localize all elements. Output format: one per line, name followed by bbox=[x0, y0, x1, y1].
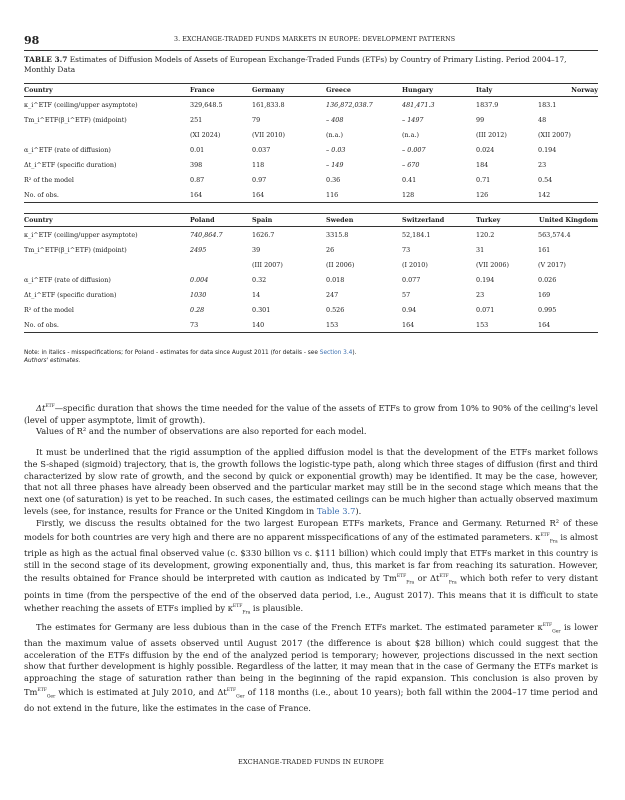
table-cell: 31 bbox=[476, 245, 485, 254]
table-cell: – 670 bbox=[402, 160, 420, 169]
row-label: κ_i^ETF (ceiling/upper asymptote) bbox=[24, 230, 138, 239]
table-cell: 136,872,038.7 bbox=[326, 100, 373, 109]
running-title: 3. EXCHANGE-TRADED FUNDS MARKETS IN EUROPE: DEVELOPMENT PATTERNS bbox=[174, 36, 456, 43]
table-cell: 126 bbox=[476, 187, 538, 203]
table-caption bbox=[24, 55, 598, 75]
column-header: Germany bbox=[252, 84, 326, 97]
table-cell: 0.024 bbox=[476, 145, 495, 154]
column-header: Poland bbox=[190, 214, 252, 227]
table-row bbox=[24, 242, 598, 257]
table-cell: – 0.007 bbox=[402, 145, 426, 154]
table-cell: 39 bbox=[252, 245, 261, 254]
table-cell: 2495 bbox=[190, 245, 207, 254]
table-label: TABLE 3.7 bbox=[24, 55, 68, 64]
table-cell: – 149 bbox=[326, 160, 344, 169]
row-label bbox=[24, 127, 190, 142]
column-header: United Kingdom bbox=[538, 214, 598, 227]
table-cell: 0.32 bbox=[252, 275, 267, 284]
column-header: Spain bbox=[252, 214, 326, 227]
table-row bbox=[24, 227, 598, 243]
diffusion-table-1 bbox=[24, 83, 598, 203]
table-row bbox=[24, 272, 598, 287]
table-cell: 0.194 bbox=[476, 275, 495, 284]
table-cell bbox=[190, 257, 252, 272]
table-cell: 118 bbox=[252, 160, 265, 169]
note-text: Note: in italics - misspecifications; for Poland - estimates for data since August 2011 (for details - see bbox=[24, 350, 320, 356]
table-row bbox=[24, 112, 598, 127]
table-cell: 0.301 bbox=[252, 305, 271, 314]
table-cell: (XII 2007) bbox=[538, 130, 571, 139]
table-cell: 73 bbox=[402, 245, 411, 254]
row-label: No. of obs. bbox=[24, 187, 190, 203]
table-cell: 164 bbox=[252, 187, 326, 203]
table-cell: 0.94 bbox=[402, 305, 417, 314]
table-cell: 251 bbox=[190, 115, 203, 124]
table-cell: 3315.8 bbox=[326, 230, 349, 239]
table-cell: 164 bbox=[538, 317, 598, 333]
table-cell: 0.071 bbox=[476, 305, 495, 314]
table-cell: 52,184.1 bbox=[402, 230, 431, 239]
table-cell: 0.526 bbox=[326, 305, 345, 314]
table-cell: 0.54 bbox=[538, 175, 553, 184]
table-cell: (n.a.) bbox=[326, 130, 343, 139]
body-text-1 bbox=[24, 401, 598, 438]
table-row bbox=[24, 302, 598, 317]
paragraph-duration-def: $\Delta t^{ETF}—specific$ duration that shows the time needed for the value of the assets of ETFs to grow from 10% to 90% of the ceiling's level (level of upper asymptote, limit of growth). bbox=[24, 402, 598, 425]
table-cell: 0.36 bbox=[326, 175, 341, 184]
table-cell: 79 bbox=[252, 115, 261, 124]
table-cell: 128 bbox=[402, 187, 476, 203]
column-header: Country bbox=[24, 84, 190, 97]
column-header: Hungary bbox=[402, 84, 476, 97]
column-header: Switzerland bbox=[402, 214, 476, 227]
table-cell: 247 bbox=[326, 290, 339, 299]
table-row bbox=[24, 187, 598, 203]
table-cell: 23 bbox=[538, 160, 547, 169]
table-row bbox=[24, 287, 598, 302]
row-label: No. of obs. bbox=[24, 317, 190, 333]
table-cell: 142 bbox=[538, 187, 598, 203]
table-cell: 563,574.4 bbox=[538, 230, 571, 239]
table-cell: 73 bbox=[190, 317, 252, 333]
table-cell: (VII 2006) bbox=[476, 260, 509, 269]
row-label: Tm_i^ETF(β_i^ETF) (midpoint) bbox=[24, 115, 127, 124]
table-link[interactable]: Table 3.7 bbox=[316, 505, 356, 516]
table-cell: 161 bbox=[538, 245, 551, 254]
table-cell: 0.97 bbox=[252, 175, 267, 184]
table-cell: 153 bbox=[476, 317, 538, 333]
row-label: Tm_i^ETF(β_i^ETF) (midpoint) bbox=[24, 245, 127, 254]
table-cell: (III 2012) bbox=[476, 130, 507, 139]
table-cell: 116 bbox=[326, 187, 402, 203]
table-cell: 153 bbox=[326, 317, 402, 333]
table-cell: 0.004 bbox=[190, 275, 209, 284]
column-header: Italy bbox=[476, 84, 538, 97]
column-header: Country bbox=[24, 214, 190, 227]
table-cell: 0.41 bbox=[402, 175, 417, 184]
section-link[interactable]: Section 3.4 bbox=[319, 350, 353, 356]
table-cell: 26 bbox=[326, 245, 335, 254]
table-cell: 740,864.7 bbox=[190, 230, 223, 239]
table-cell: 48 bbox=[538, 115, 547, 124]
table-note bbox=[24, 349, 356, 365]
table-cell: – 0.03 bbox=[326, 145, 346, 154]
diffusion-table-2 bbox=[24, 213, 598, 333]
table-row bbox=[24, 127, 598, 142]
table-cell: (I 2010) bbox=[402, 260, 428, 269]
body-text-2 bbox=[24, 447, 598, 715]
table-cell: 0.018 bbox=[326, 275, 345, 284]
row-label: α_i^ETF (rate of diffusion) bbox=[24, 145, 111, 154]
column-header: Greece bbox=[326, 84, 402, 97]
note-text-end: ). bbox=[352, 350, 357, 356]
table-cell: 0.995 bbox=[538, 305, 557, 314]
table-cell: (XI 2024) bbox=[190, 130, 221, 139]
table-cell: 57 bbox=[402, 290, 411, 299]
row-label: Δt_i^ETF (specific duration) bbox=[24, 290, 117, 299]
page-header bbox=[24, 34, 598, 48]
table-cell: 0.194 bbox=[538, 145, 557, 154]
table-cell: 398 bbox=[190, 160, 203, 169]
table-cell: 169 bbox=[538, 290, 551, 299]
page-footer: EXCHANGE-TRADED FUNDS IN EUROPE bbox=[238, 758, 384, 766]
table-row bbox=[24, 317, 598, 333]
table-cell: 99 bbox=[476, 115, 485, 124]
table-cell: 120.2 bbox=[476, 230, 495, 239]
table-cell: (V 2017) bbox=[538, 260, 566, 269]
table-cell: 183.1 bbox=[538, 100, 557, 109]
table-row bbox=[24, 257, 598, 272]
table-cell: 23 bbox=[476, 290, 485, 299]
column-header: Turkey bbox=[476, 214, 538, 227]
table-cell: 1626.7 bbox=[252, 230, 275, 239]
table-cell: (VII 2010) bbox=[252, 130, 285, 139]
table-row bbox=[24, 142, 598, 157]
table-header-row bbox=[24, 214, 598, 227]
table-row bbox=[24, 172, 598, 187]
paragraph-r2: Values of R² and the number of observations are also reported for each model. bbox=[36, 426, 367, 437]
table-cell: 0.077 bbox=[402, 275, 421, 284]
page-number: 98 bbox=[24, 34, 40, 47]
table-cell: 184 bbox=[476, 160, 489, 169]
column-header: France bbox=[190, 84, 252, 97]
table-caption-text: Estimates of Diffusion Models of Assets of European Exchange-Traded Funds (ETFs) by Country of Primary Listing. Period 2004–17, Monthly Data bbox=[24, 55, 567, 74]
table-cell: (II 2006) bbox=[326, 260, 355, 269]
table-cell: 164 bbox=[190, 187, 252, 203]
header-rule bbox=[24, 50, 598, 51]
paragraph-france: Firstly, we discuss the results obtained for the two largest European ETFs markets, France and Germany. Returned R² of these models for both countries are very high and there are no apparent misspecifications of any of the estimated parameters. $\kappa^{ETF}_{Fra}$ is almost triple as high as the actual final observed value (c. $330 billion vs c. $111 billion) which could imply that ETFs market in this country is still in the second stage of its development, growing exponentially and, thus, this market is far from reaching its saturation. However, the results obtained for France should be interpreted with caution as indicated by $Tm^{ETF}_{Fra}$ or $\Delta t^{ETF}_{Fra}$ which both refer to very distant points in time (from the perspective of the end of the observed data period, i.e., August 2017). This means that it is difficult to state whether reaching the assets of ETFs implied by $\kappa^{ETF}_{Fra}$ is plausible. bbox=[24, 517, 598, 616]
row-label: Δt_i^ETF (specific duration) bbox=[24, 160, 117, 169]
row-label: κ_i^ETF (ceiling/upper asymptote) bbox=[24, 100, 138, 109]
table-cell: 164 bbox=[402, 317, 476, 333]
table-cell: 481,471.3 bbox=[402, 100, 435, 109]
table-cell: (n.a.) bbox=[402, 130, 419, 139]
table-cell: 140 bbox=[252, 317, 326, 333]
table-cell: 161,833.8 bbox=[252, 100, 285, 109]
table-cell: 0.87 bbox=[190, 175, 205, 184]
table-cell: – 1497 bbox=[402, 115, 424, 124]
table-cell: 1030 bbox=[190, 290, 207, 299]
paragraph-assumption: It must be underlined that the rigid assumption of the applied diffusion model is that the development of the ETFs market follows the S-shaped (sigmoid) trajectory, that is, the growth follows the logistic-type path, along which three stages of diffusion (first and third characterized by slow rate of growth, and the second by quick or exponential growth) may be identified. It may be the case, however, that not all three phases have already been observed and the particular market may still be in the second stage which means that the next one (of saturation) is yet to be reached. In such cases, the estimated ceilings can be much higher than actually observed maximum levels (see, for instance, results for France or the United Kingdom in Table 3.7). bbox=[24, 447, 598, 516]
table-cell: 329,648.5 bbox=[190, 100, 223, 109]
table-cell: 0.026 bbox=[538, 275, 557, 284]
table-cell: 1837.9 bbox=[476, 100, 499, 109]
row-label: R² of the model bbox=[24, 305, 74, 314]
table-cell: 0.28 bbox=[190, 305, 205, 314]
table-header-row bbox=[24, 84, 598, 97]
table-cell: 0.01 bbox=[190, 145, 205, 154]
table-row bbox=[24, 157, 598, 172]
table-row bbox=[24, 97, 598, 113]
note-source: Authors' estimates. bbox=[24, 358, 81, 364]
table-cell: – 408 bbox=[326, 115, 344, 124]
table-cell: (III 2007) bbox=[252, 260, 283, 269]
row-label bbox=[24, 257, 190, 272]
column-header: Sweden bbox=[326, 214, 402, 227]
table-cell: 0.71 bbox=[476, 175, 491, 184]
table-cell: 0.037 bbox=[252, 145, 271, 154]
column-header: Norway bbox=[538, 84, 598, 97]
row-label: α_i^ETF (rate of diffusion) bbox=[24, 275, 111, 284]
paragraph-germany: The estimates for Germany are less dubious than in the case of the French ETFs market. The estimated parameter $\kappa^{ETF}_{Ger}$ is lower than the maximum value of assets observed until August 2017 (the difference is about $28 billion) which could suggest that the acceleration of the ETFs diffusion by the end of the analyzed period is temporary; however, projections discussed in the next section show that further development is highly possible. Regardless of the latter, it may mean that in the case of Germany the ETFs market is approaching the stage of saturation rather than being in the beginning of the rapid expansion. This conclusion is also proven by $Tm^{ETF}_{Ger}$ which is estimated at July 2010, and $\Delta t^{ETF}_{Ger}$ of 118 months (i.e., about 10 years); both fall within the 2004–17 time period and do not extend in the future, like the estimates in the case of France. bbox=[24, 621, 598, 714]
table-cell: 14 bbox=[252, 290, 261, 299]
row-label: R² of the model bbox=[24, 175, 74, 184]
